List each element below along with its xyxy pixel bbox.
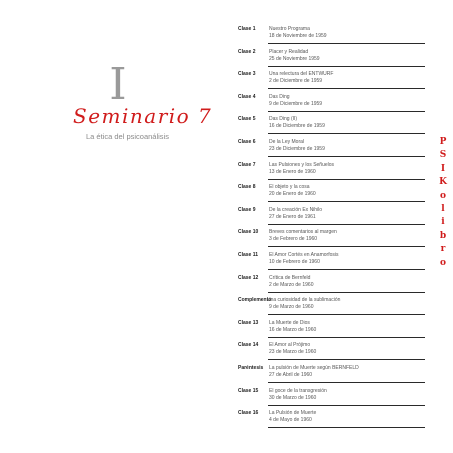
- entry-divider: [268, 427, 425, 428]
- entry-title[interactable]: De la Ley Moral: [269, 139, 305, 145]
- brand-letter: b: [439, 230, 447, 241]
- brand-letter: o: [439, 190, 446, 201]
- entry-title[interactable]: Las Pulsiones y los Señuelos: [269, 161, 335, 168]
- entry-label[interactable]: Clase 10: [238, 229, 259, 236]
- entry-date: 9 de Diciembre de 1959: [269, 100, 323, 107]
- entry-date: 2 de Diciembre de 1959: [269, 78, 323, 85]
- entry-label[interactable]: Clase 14: [238, 342, 259, 349]
- entry-title[interactable]: Una relectura del ENTWURF: [269, 71, 334, 78]
- entry-divider: [268, 314, 425, 315]
- brand-letter: S: [439, 150, 447, 161]
- entry-label[interactable]: Clase 6: [238, 139, 256, 145]
- entry-divider: [268, 133, 425, 134]
- index-entry: [238, 252, 430, 274]
- entry-title[interactable]: Placer y Realidad: [269, 48, 309, 55]
- entry-title[interactable]: Breves comentarios al margen: [269, 229, 337, 236]
- entry-label[interactable]: Clase 2: [238, 48, 256, 55]
- entry-label[interactable]: Clase 12: [238, 274, 259, 281]
- entry-divider: [268, 179, 425, 180]
- index-entry: [238, 184, 430, 206]
- entry-divider: [268, 359, 425, 360]
- entry-divider: [268, 382, 425, 383]
- seminar-subtitle: La ética del psicoanálisis: [86, 132, 169, 141]
- entry-date: 9 de Marzo de 1960: [269, 304, 314, 311]
- entry-label[interactable]: Clase 13: [238, 319, 259, 326]
- entry-title[interactable]: De la creación Ex Nihilo: [269, 206, 323, 213]
- volume-numeral: I: [109, 59, 127, 110]
- entry-label[interactable]: Complemento: [238, 297, 272, 304]
- index-entry: [238, 410, 430, 432]
- index-entry: [238, 320, 430, 342]
- entry-label[interactable]: Clase 5: [238, 116, 256, 123]
- entry-divider: [268, 269, 425, 270]
- entry-label[interactable]: Clase 11: [238, 252, 259, 258]
- entry-date: 27 de Abril de 1960: [269, 372, 313, 378]
- entry-title[interactable]: El objeto y la cosa: [269, 184, 310, 191]
- entry-date: 10 de Febrero de 1960: [269, 259, 320, 265]
- entry-label[interactable]: Clase 8: [238, 184, 256, 191]
- entry-date: 23 de Marzo de 1960: [269, 349, 317, 356]
- entry-divider: [268, 292, 425, 293]
- entry-title[interactable]: La Muerte de Dios: [269, 319, 310, 326]
- entry-title[interactable]: El Amor al Prójimo: [269, 342, 311, 349]
- index-entry: [238, 116, 430, 138]
- entry-date: 4 de Mayo de 1960: [269, 417, 312, 424]
- index-entry: [238, 139, 430, 161]
- index-entry: [238, 275, 430, 297]
- entry-date: 2 de Marzo de 1960: [269, 281, 314, 288]
- brand-letter: l: [441, 203, 445, 214]
- entry-title[interactable]: Nuestro Programa: [269, 26, 310, 32]
- entry-label[interactable]: Clase 15: [238, 387, 259, 394]
- entry-label[interactable]: Clase 7: [238, 161, 256, 168]
- index-entry: [238, 297, 430, 319]
- entry-title[interactable]: La pulsión de Muerte según BERNFELD: [269, 365, 359, 371]
- entry-date: 18 de Noviembre de 1959: [269, 33, 327, 39]
- entry-label[interactable]: Clase 4: [238, 93, 256, 100]
- seminar-title: Seminario 7: [73, 104, 213, 128]
- entry-title[interactable]: Das Ding: [269, 93, 290, 100]
- entry-label[interactable]: Clase 16: [238, 410, 259, 417]
- index-entry: [238, 365, 430, 387]
- entry-title[interactable]: La Pulsión de Muerte: [269, 410, 317, 417]
- entry-date: 16 de Marzo de 1960: [269, 326, 317, 333]
- entry-divider: [268, 246, 425, 247]
- entry-date: 27 de Enero de 1961: [269, 213, 316, 220]
- entry-divider: [268, 224, 425, 225]
- entry-date: 3 de Febrero de 1960: [269, 236, 318, 243]
- brand-letter: o: [439, 257, 446, 268]
- index-entry: [238, 71, 430, 93]
- entry-title[interactable]: Crítica de Bernfeld: [269, 274, 311, 281]
- index-entry: [238, 342, 430, 364]
- entry-label[interactable]: Paréntesis: [238, 365, 264, 371]
- entry-date: 13 de Enero de 1960: [269, 168, 316, 175]
- entry-title[interactable]: El goce de la transgresión: [269, 387, 327, 394]
- entry-label[interactable]: Clase 1: [238, 26, 256, 32]
- entry-divider: [268, 405, 425, 406]
- entry-date: 25 de Noviembre 1959: [269, 55, 320, 62]
- entry-divider: [268, 337, 425, 338]
- entry-divider: [268, 111, 425, 112]
- entry-date: 30 de Marzo de 1960: [269, 394, 317, 401]
- index-entry: [238, 94, 430, 116]
- index-entry: [238, 162, 430, 184]
- entry-divider: [268, 43, 425, 44]
- index-entry: [238, 49, 430, 71]
- entry-divider: [268, 156, 425, 157]
- entry-date: 20 de Enero de 1960: [269, 191, 316, 198]
- entry-label[interactable]: Clase 3: [238, 71, 256, 78]
- brand-letter: r: [440, 244, 446, 255]
- entry-divider: [268, 66, 425, 67]
- brand-letter: P: [439, 137, 447, 147]
- entry-title[interactable]: El Amor Cortés en Anamorfosis: [269, 252, 339, 258]
- entry-label[interactable]: Clase 9: [238, 206, 256, 213]
- brand-letter: i: [441, 217, 445, 228]
- entry-title[interactable]: Una curiosidad de la sublimación: [267, 297, 341, 304]
- brand-letter: K: [439, 177, 447, 188]
- entry-divider: [268, 201, 425, 202]
- index-entry: [238, 207, 430, 229]
- entry-date: 16 de Diciembre de 1959: [269, 123, 325, 130]
- entry-divider: [268, 88, 425, 89]
- index-entry: [238, 229, 430, 251]
- entry-date: 23 de Diciembre de 1959: [269, 146, 325, 152]
- entry-title[interactable]: Das Ding (II): [269, 116, 298, 123]
- publisher-brand-vertical: [436, 136, 450, 270]
- brand-letter: I: [440, 163, 446, 174]
- index-entry: [238, 388, 430, 410]
- index-entry: [238, 26, 430, 48]
